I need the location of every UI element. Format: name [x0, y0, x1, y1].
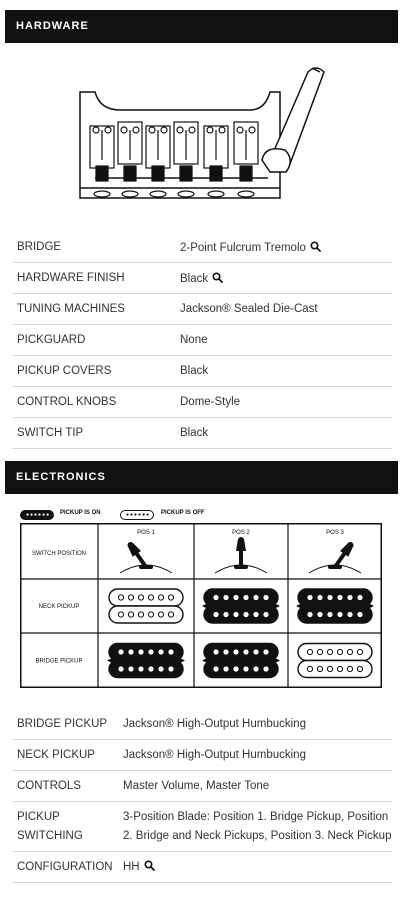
pickup-off-legend-swatch: ●●●●●● — [120, 510, 154, 520]
electronics-row-value-text: Jackson® High-Output Humbucking — [123, 748, 306, 761]
hardware-row — [12, 294, 392, 325]
humbucker-on-icon — [107, 644, 185, 678]
hardware-row-value-text: Jackson® Sealed Die-Cast — [180, 303, 318, 315]
hardware-row-label: SWITCH TIP — [17, 427, 84, 439]
electronics-row — [12, 771, 392, 802]
hardware-row-value-text: Black — [180, 427, 209, 439]
hardware-row-value — [175, 334, 208, 346]
bridge-saddle — [234, 122, 258, 164]
hardware-row-value-text: None — [180, 334, 208, 346]
electronics-spec-table — [12, 709, 392, 883]
electronics-row-label: NECK PICKUP — [17, 748, 95, 761]
hardware-row-value — [175, 396, 240, 408]
hardware-row-value — [175, 427, 208, 439]
electronics-row — [12, 709, 392, 740]
electronics-row-value — [118, 777, 392, 796]
electronics-row-label: CONTROLS — [17, 779, 81, 792]
switch-position-header: POS 3 — [326, 530, 344, 536]
hardware-row-value-text: Dome-Style — [180, 396, 241, 408]
electronics-row-value-text: Master Volume, Master Tone — [123, 779, 270, 792]
electronics-row — [12, 852, 392, 883]
humbucker-on-icon — [296, 589, 374, 623]
hardware-section-header: HARDWARE — [5, 10, 398, 43]
saddle-spring — [150, 166, 166, 197]
electronics-row-value — [118, 715, 392, 734]
switch-lever-icon — [215, 537, 267, 573]
humbucker-on-icon — [202, 644, 280, 678]
pickup-off-legend-label: PICKUP IS OFF — [161, 510, 205, 516]
switch-row-label: BRIDGE PICKUP — [35, 658, 83, 665]
hardware-row — [12, 356, 392, 387]
hardware-row-value — [175, 272, 223, 285]
electronics-row-value — [118, 746, 392, 765]
bridge-saddle — [146, 126, 170, 168]
humbucker-on-icon — [202, 589, 280, 623]
electronics-row-label: CONFIGURATION — [17, 860, 113, 873]
switch-lever-icon — [309, 540, 361, 573]
switch-position-header: POS 1 — [137, 530, 155, 536]
bridge-saddle — [204, 126, 228, 168]
bridge-saddle — [174, 122, 198, 164]
switch-position-label: SWITCH POSITION — [32, 551, 86, 557]
search-icon[interactable] — [144, 860, 155, 871]
electronics-row-value-text: HH — [123, 860, 140, 873]
switch-position-header: POS 2 — [232, 530, 250, 536]
electronics-section-header: ELECTRONICS — [5, 461, 398, 494]
saddle-spring — [208, 166, 224, 197]
electronics-row — [12, 740, 392, 771]
hardware-row-label: PICKGUARD — [17, 334, 86, 346]
pickup-legend — [20, 506, 380, 524]
hardware-row — [12, 263, 392, 294]
search-icon[interactable] — [212, 272, 223, 283]
hardware-row — [12, 325, 392, 356]
hardware-row-value — [175, 365, 208, 377]
electronics-row-value — [118, 808, 392, 846]
pickup-on-legend-label: PICKUP IS ON — [60, 510, 101, 516]
hardware-row-value — [175, 303, 318, 315]
electronics-row-value-text: 3-Position Blade: Position 1. Bridge Pickup, Position 2. Bridge and Neck Pickups, Position 3. Neck Pickup — [123, 811, 392, 842]
hardware-row-label: HARDWARE FINISH — [17, 272, 125, 284]
humbucker-off-icon — [298, 644, 372, 678]
hardware-spec-table — [12, 232, 392, 449]
hardware-row-label: BRIDGE — [17, 241, 62, 253]
bridge-saddle — [90, 126, 114, 168]
switch-row-label: NECK PICKUP — [38, 604, 80, 610]
hardware-row-value-text: Black — [180, 272, 209, 285]
saddle-spring — [238, 166, 254, 197]
hardware-row — [12, 232, 392, 263]
hardware-row-label: CONTROL KNOBS — [17, 396, 117, 408]
hardware-row-label: TUNING MACHINES — [17, 303, 125, 315]
hardware-row-value — [175, 241, 321, 254]
hardware-row-label: PICKUP COVERS — [17, 365, 112, 377]
bridge-saddle — [118, 122, 142, 164]
bridge-illustration — [0, 60, 405, 210]
search-icon[interactable] — [310, 241, 321, 252]
electronics-row-label: BRIDGE PICKUP — [17, 717, 108, 730]
hardware-row — [12, 387, 392, 418]
saddle-spring — [122, 166, 138, 197]
electronics-row — [12, 802, 392, 852]
electronics-row-label: PICKUP SWITCHING — [17, 811, 83, 842]
switch-lever-icon — [120, 540, 172, 573]
electronics-row-value — [118, 858, 392, 877]
saddle-spring — [94, 166, 110, 197]
hardware-row-value-text: Black — [180, 365, 209, 377]
pickup-on-legend-swatch: ●●●●●● — [20, 510, 54, 520]
electronics-row-value-text: Jackson® High-Output Humbucking — [123, 717, 306, 730]
hardware-row-value-text: 2-Point Fulcrum Tremolo — [180, 241, 306, 254]
hardware-row — [12, 418, 392, 449]
saddle-spring — [178, 166, 194, 197]
switch-position-table — [20, 523, 382, 688]
humbucker-off-icon — [109, 589, 183, 623]
